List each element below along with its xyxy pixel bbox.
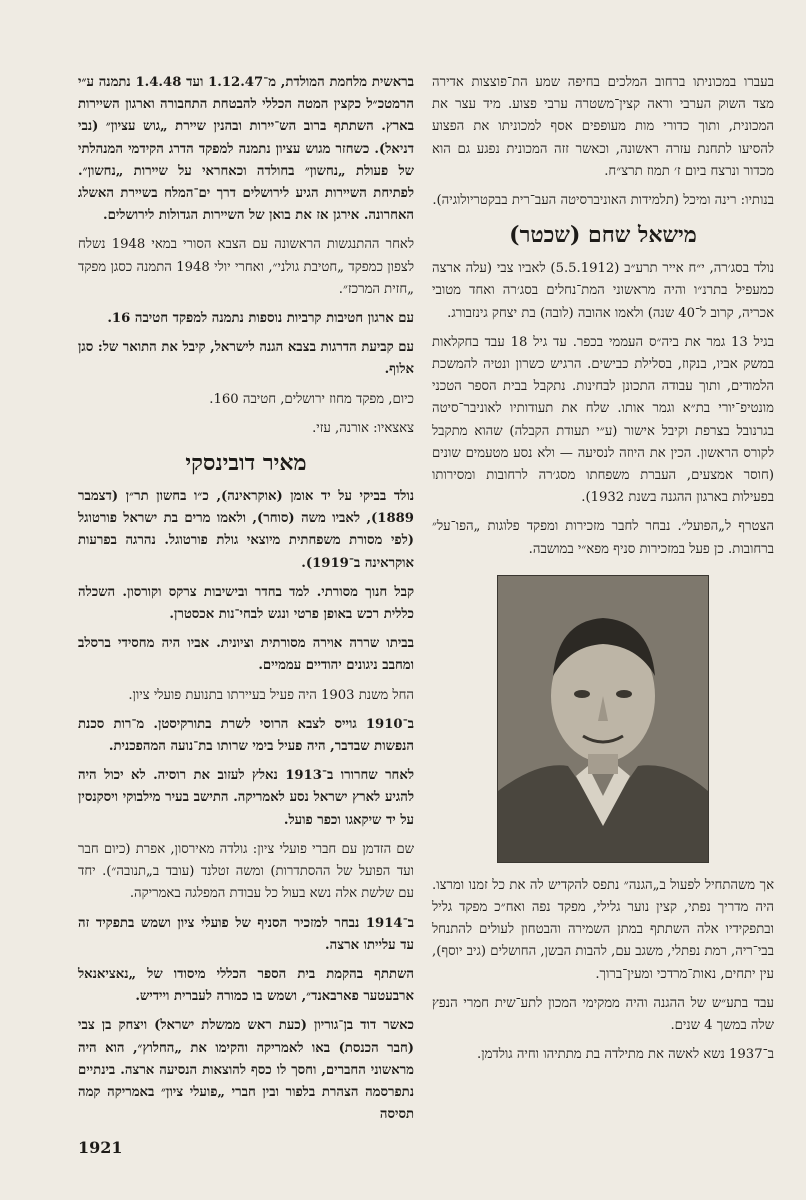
paragraph: קבל חנוך מסורתי. למד בחדר ובישיבות צרקס וקורסון. השכלה כללית רכש באופן פרטי ונגש לבחי־נות אכסטרן.	[78, 584, 414, 623]
paragraph: לאחר שחרורו ב־1913 נאלץ לעזוב את רוסיה. לא יכול היה להגיע לארץ ישראל נסע לאמריקה. התישב בעיר מילבוקי ויסקנסין על יד שיקאגו וכפר פועל.	[78, 768, 414, 828]
paragraph: נולד בביקי על יד אומן (אוקראינה), כ״ו בחשון תר״ן (דצמבר 1889), לאביו משה (סוחר), ולאמו מרים בת ישראל פורטוגל (לפי מסורת משפחתית מיוצאי גולת פורטוגל. נהרגה בפרעות אוקראינה ב־1919).	[78, 489, 414, 571]
paragraph: בעברו במכוניתו ברחוב המלכים בחיפה שמע הת־פוצצות אדירה מצד השוק הערבי וראה קצין־משטרה ערבי פצוע. מיד עצר את המכונית, ותוך כדורי מות מעופפים אסף למכוניתו את הפצוע להסיעו לתחנת עזרה ראשונה, וכאשר זזה המכונית נפגע גם הוא מכדור ונרצח ביום ז׳ תמוז תרצ״ח.	[432, 75, 774, 179]
paragraph: הצטרף ל„הפועל״. נבחר לחבר מזכירות ומפקד פלוגות „הפו־על״ ברחובות. כן פעל במזכירות סניף מפא״י במושבה.	[432, 519, 774, 557]
right-column	[432, 72, 774, 1073]
paragraph: ב־1914 נבחר למזכיר הסניף של פועלי ציון ושמש בתפקיד זה עד עלייתו ארצה.	[78, 915, 414, 953]
paragraph: נולד בסג׳רה, י״ח אייר תרע״ב (5.5.1912) לאביו צבי (עלה ארצה כמעפיל בתרנ״ו והיה מראשוני המת־נחלים בסג׳רה ואחד מטובי אכריה, קרוב ל־40 שנה) ולאמו אהובה (לובה) בת יצחק גינזבורג.	[432, 261, 775, 321]
biography-title: מישאל שחם (שכטר)	[509, 222, 697, 249]
portrait-photo	[497, 575, 709, 863]
paragraph: בנותיו: רינה ומיכל (תלמידות האוניברסיטה העב־רית בבקטריולוגיה).	[432, 193, 774, 209]
paragraph: כאשר דוד בן־גוריון (כעת ראש ממשלת ישראל) ויצחק בן צבי (חבר הכנסת) באו לאמריקה והקימו את „החלוץ״, הוא היה מראשוני החברים, וחסך לו כסף להוצאות הנסיעה ארצה. בינתיים נתפרסמה הצהרת בלפור ובין חברי „פועלי ציון״ באמריקה קמה תסיסה	[78, 1018, 414, 1123]
paragraph: כיום, מפקד מחוז ירושלים, חטיבה 160.	[209, 391, 414, 407]
paragraph: ב־1937 נשא לאשה את מתילדה בת מתתיהו וחיה גולדמן.	[477, 1047, 774, 1063]
page-number: 1921	[78, 1138, 123, 1157]
paragraph: בגיל 13 גמר את ביה״ס העממי בכפר. עד גיל 18 עבד בחקלאות במשק אביו, בנקוז, בסלילת כבישים. הרגיש כשרון ונטיה להמשכת הלמודים, ותוך עבודה התכונן לבחינות. נתקבל בבית הספר הטכני מונטיפ־יורי בת״א וגמר אותו. שלח את תעודותיו לאוניבר־סיטה בגרנובל בצרפת וקיבל אישור (ע״י תעודת הקבלה) שהוא מתקבל לקורס הראשון. הכין את היוזה לנסיעה — ולא נסע מטעמים שונים (חוסר אמצעים, העברת משפחתו מסג׳רה לרחובות ומסירותו בפעילות בארגון ההגנה בשנת 1932).	[432, 334, 775, 506]
paragraph: צאצאיו: אורנה, עזי.	[312, 420, 414, 436]
paragraph: ב־1910 גוייס לצבא הרוסי לשרת בתורקיסטן. מ־רות סכנת הנפשות שבדבר, היה פעיל בימי שרותו בת־נועה המהפכנית.	[78, 716, 414, 755]
paragraph: בראשית מלחמת המולדת, מ־1.12.47 ועד 1.4.48 נתמנה ע״י הרמטכ״ל כקצין המטה הכללי להבטחת התחבורה וארגון השיירות בארץ. השתתף ברוב הש־יירות ובהנין שיירת „גוש עציון״ (נבי דניאל). כשחזר מגוש עציון נתמנה למפקד הדרג הקידמי המנהלתי של פעולת „נחשון״ בחולדה וכאחראי על שיירות „נחשון״. לפתיחת השיירות הגיע לירושלים דרך ים־המלח בשיירת האשלג האחרונה. אירגן אז את בואן של השיירות הגדולות לירושלים.	[78, 75, 414, 224]
paragraph: השתתף בהקמת בית הספר הכללי מיסודו של „נאציאנאל ארבעטער פארבאנד״, ושמש בו כמורה לעברית ויידיש.	[78, 966, 414, 1005]
paragraph: לאחר ההתנגשות הראשונה עם הצבא הסורי במאי 1948 נשלח לצפון כמפקד „חטיבת גולני״, ואחרי יולי 1948 התמנה כסגן מפקד „חזית המרכז״.	[78, 237, 415, 297]
paragraph: עבד בתע״ש של ההגנה והיה ממקימי המכון לתע־שית חמרי הנפץ שלה במשך 4 שנים.	[432, 995, 774, 1034]
paragraph: בביתו שררה אוירה מסורתית וציונית. אביו היה מחסידי ברסלב ומחבב ניגונים יהודיים עממיים.	[78, 636, 414, 674]
biography-title: מאיר דובינסקי	[185, 450, 307, 477]
paragraph: עם ארגון חטיבות קרביות נוספות נתמנה למפקד חטיבה 16.	[107, 311, 414, 327]
paragraph: החל משנת 1903 היה פעיל בעיירתו בתנועת פועלי ציון.	[128, 687, 414, 703]
paragraph: אך משהתחיל לפעול ב„הגנה״ נתפס להקדיש לה את כל זמנו ומרצו. היה מדריך נפתי, קצין נוער גלילי, מפקד נפה ואח״כ מפקד גליל ובתפקידיו אלה השתתף במתן השמירה והבטחון לעולים להתנחל בבי־ריה, רמת נפתלי, משגב עם, להבות הבשן, החושלים (גיב יוסף), עין יתחים, נאות־מרדכי ומעין־ברוך.	[432, 877, 774, 982]
paragraph: שם הזדמן עם חברי פועלי ציון: גולדה מאירסון, אפרת (כיום חבר ועד הפועל של ההסתדרות) ומשה זטלנד (עובד ב„תנובה״). יחד עם שלשת אלה נשא בעול כל עבודת המפלגה באמריקה.	[78, 841, 414, 902]
left-column	[78, 72, 414, 1133]
paragraph: עם קביעת הדרגות בצבא הגנה לישראל, קיבל את התואר של: סגן אלוף.	[78, 340, 414, 378]
